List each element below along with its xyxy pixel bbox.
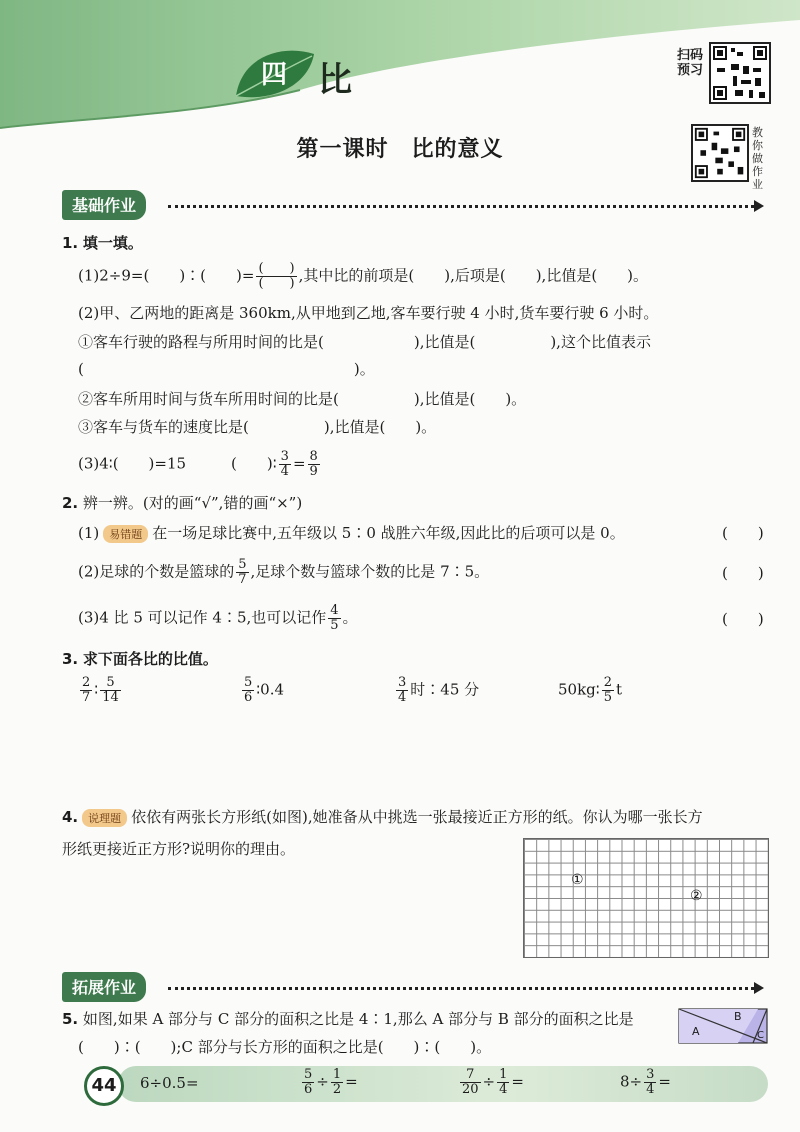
q3-expr-1: $\frac{2}{7}$ ∶ $\frac{5}{14}$ [82,675,119,705]
section-divider [168,987,754,990]
section-divider [168,205,754,208]
q2-statement-1: (1) 易错题 在一场足球比赛中,五年级以 5∶0 战胜六年级,因此比的后项可以是 0。 [78,524,625,542]
arrow-right-icon [754,200,764,212]
q5-line-1: 5. 如图,如果 A 部分与 C 部分的面积之比是 4∶1,那么 A 部分与 B 部分的面积之比是 [62,1010,634,1028]
q1-part2-3: ③客车与货车的速度比是( ),比值是( )。 [78,418,437,436]
q2-answer-box-2[interactable]: ( ) [722,564,764,582]
q3-expr-4: 50kg∶ $\frac{2}{5}$ t [558,675,622,705]
q4-line-2: 形纸更接近正方形?说明你的理由。 [62,840,296,858]
footer-calc-1: 6÷0.5= [140,1074,199,1092]
page-number: 44 [84,1066,124,1106]
figure-label-c: C [757,1030,764,1041]
q4-line-1: 4. 说理题 依依有两张长方形纸(如图),她准备从中挑选一张最接近正方形的纸。你认为哪一张长方 [62,808,703,826]
grid-figure [523,838,769,958]
rect-label-1: ① [571,872,584,888]
arrow-right-icon [754,982,764,994]
q1-part1: (1)2÷9=( )∶( )= $\frac{( )}{( )}$ ,其中比的前项是( ),后项是( ),比值是( )。 [78,261,649,291]
q2-answer-box-3[interactable]: ( ) [722,610,764,628]
q1-heading: 1. 填一填。 [62,234,143,252]
q2-answer-box-1[interactable]: ( ) [722,524,764,542]
footer-calc-2: $\frac{5}{6}$ ÷ $\frac{1}{2}$ = [304,1067,358,1097]
section-basic-tag: 基础作业 [62,190,146,220]
figure-label-b: B [734,1010,742,1023]
footer-calc-4: 8÷ $\frac{3}{4}$ = [620,1067,671,1097]
reasoning-badge: 说理题 [82,809,127,827]
error-prone-badge: 易错题 [103,525,148,543]
q3-expr-3: $\frac{3}{4}$ 时∶45 分 [398,675,480,705]
unit-numeral: 四 [260,60,287,90]
lesson-title: 第一课时 比的意义 [296,137,504,162]
qr-code-small-icon[interactable] [691,124,749,182]
qr-code-icon[interactable] [709,42,771,104]
q1-part3: (3)4∶( )=15 ( )∶ $\frac{3}{4}$ = $\frac{8}{9}$ [78,449,318,479]
section-extend-tag: 拓展作业 [62,972,146,1002]
q2-heading: 2. 辨一辨。(对的画“√”,错的画“×”) [62,494,303,512]
q3-heading: 3. 求下面各比的比值。 [62,650,218,668]
q1-part2-1a: ①客车行驶的路程与所用时间的比是( ),比值是( ),这个比值表示 [78,333,651,351]
side-label: 教你做作业 [752,126,763,191]
q5-line-2: ( )∶( );C 部分与长方形的面积之比是( )∶( )。 [78,1038,492,1056]
footer-calc-3: $\frac{7}{20}$ ÷ $\frac{1}{4}$ = [462,1067,524,1097]
q2-statement-2: (2)足球的个数是篮球的 $\frac{5}{7}$ ,足球个数与篮球个数的比是 7∶5。 [78,557,490,587]
rect-label-2: ② [690,888,703,904]
fraction: $\frac{( )}{( )}$ [258,261,295,291]
q3-expr-2: $\frac{5}{6}$ ∶0.4 [244,675,285,705]
q2-statement-3: (3)4 比 5 可以记作 4∶5,也可以记作 $\frac{4}{5}$ 。 [78,603,358,633]
figure-label-a: A [692,1025,700,1038]
q1-part2-2: ②客车所用时间与货车所用时间的比是( ),比值是( )。 [78,390,527,408]
q1-part2-1b: ( )。 [78,360,375,378]
q1-part2: (2)甲、乙两地的距离是 360km,从甲地到乙地,客车要行驶 4 小时,货车要行驶 6 小时。 [78,304,659,322]
scan-preview-label: 扫码 预习 [676,48,703,78]
unit-title: 比 [318,60,352,100]
